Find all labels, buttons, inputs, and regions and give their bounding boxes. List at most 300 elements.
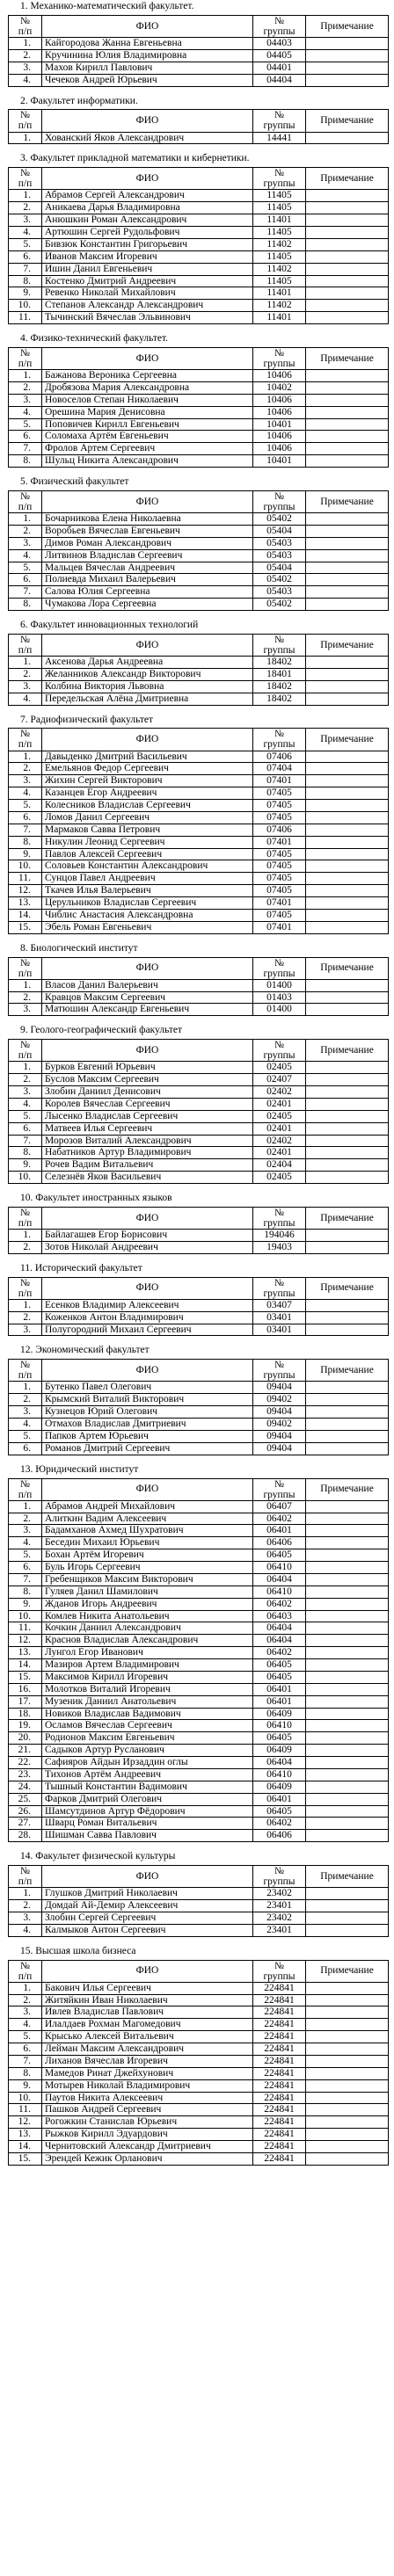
table-header-row — [9, 957, 389, 979]
row-number: 4. — [9, 2019, 42, 2031]
student-name: Родионов Максим Евгеньевич — [42, 1732, 253, 1745]
header-group-label: группы — [263, 120, 296, 132]
group-number: 02401 — [253, 1147, 306, 1159]
table-row — [9, 1982, 389, 1994]
student-name: Эбель Роман Евгеньевич — [42, 921, 253, 933]
student-name: Лиханов Вячеслав Игоревич — [42, 2055, 253, 2067]
group-number: 06405 — [253, 1732, 306, 1745]
row-number: 1. — [9, 1299, 42, 1311]
table-row — [9, 238, 389, 250]
group-number: 07404 — [253, 763, 306, 775]
student-name: Рогожкин Станислав Юрьевич — [42, 2116, 253, 2129]
group-number: 03407 — [253, 1299, 306, 1311]
table-row — [9, 921, 389, 933]
header-group-label: группы — [263, 1217, 296, 1229]
note-cell — [306, 885, 389, 897]
header-number-label: п/п — [18, 1876, 33, 1888]
row-number: 2. — [9, 991, 42, 1004]
group-number: 06410 — [253, 1720, 306, 1732]
group-number: 06405 — [253, 1659, 306, 1672]
table-row — [9, 1708, 389, 1720]
student-name: Махов Кирилл Павлович — [42, 62, 253, 74]
student-name: Максимов Кирилл Игоревич — [42, 1671, 253, 1683]
section-title: 13. Юридический институт — [20, 1463, 139, 1475]
table-row — [9, 513, 389, 526]
row-number: 5. — [9, 2031, 42, 2043]
group-number: 04403 — [253, 38, 306, 50]
note-cell — [306, 2006, 389, 2019]
header-number — [9, 1360, 42, 1382]
table-row — [9, 2019, 389, 2031]
row-number: 3. — [9, 1525, 42, 1537]
header-number-label: п/п — [18, 1370, 33, 1382]
student-name: Королев Вячеслав Сергеевич — [42, 1098, 253, 1110]
group-number: 11405 — [253, 227, 306, 239]
group-number: 06403 — [253, 1610, 306, 1622]
table-row — [9, 2141, 389, 2153]
note-cell — [306, 693, 389, 705]
header-fio: ФИО — [42, 110, 253, 132]
note-cell — [306, 1147, 389, 1159]
student-name: Кручинина Юлия Владимировна — [42, 49, 253, 62]
table-row — [9, 1683, 389, 1695]
student-name: Литвинов Владислав Сергеевич — [42, 549, 253, 562]
header-group — [253, 168, 306, 190]
student-name: Фарков Дмитрий Олегович — [42, 1793, 253, 1805]
note-cell — [306, 1230, 389, 1242]
row-number: 10. — [9, 1172, 42, 1184]
table-row — [9, 214, 389, 227]
note-cell — [306, 657, 389, 669]
group-number: 09404 — [253, 1406, 306, 1419]
note-cell — [306, 2129, 389, 2141]
group-number: 10401 — [253, 455, 306, 468]
faculty-section — [8, 153, 391, 324]
row-number: 14. — [9, 1659, 42, 1672]
note-cell — [306, 1695, 389, 1708]
table-row — [9, 909, 389, 921]
row-number: 27. — [9, 1818, 42, 1830]
student-name: Фролов Артем Сергеевич — [42, 443, 253, 455]
row-number: 2. — [9, 1513, 42, 1525]
table-row — [9, 1671, 389, 1683]
group-number: 224841 — [253, 1982, 306, 1994]
student-name: Злобин Даниил Денисович — [42, 1086, 253, 1099]
note-cell — [306, 1419, 389, 1431]
row-number: 1. — [9, 1500, 42, 1513]
note-cell — [306, 190, 389, 202]
row-number: 4. — [9, 1537, 42, 1549]
student-name: Сунцов Павел Андреевич — [42, 873, 253, 885]
header-fio: ФИО — [42, 1866, 253, 1888]
group-number: 11401 — [253, 287, 306, 300]
table-row — [9, 431, 389, 443]
student-name: Эрендей Кежик Орланович — [42, 2152, 253, 2165]
header-number-symbol: № — [20, 1960, 30, 1971]
group-number: 04401 — [253, 62, 306, 74]
row-number: 15. — [9, 2152, 42, 2165]
header-fio: ФИО — [42, 15, 253, 37]
table-row — [9, 1659, 389, 1672]
group-number: 11401 — [253, 312, 306, 324]
table-row — [9, 1635, 389, 1647]
faculty-section — [8, 620, 391, 706]
group-number: 224841 — [253, 2129, 306, 2141]
header-group-symbol: № — [274, 347, 284, 359]
header-fio: ФИО — [42, 490, 253, 512]
group-number: 224841 — [253, 2152, 306, 2165]
group-number: 14441 — [253, 132, 306, 144]
note-cell — [306, 586, 389, 599]
group-number: 11402 — [253, 300, 306, 312]
note-cell — [306, 1805, 389, 1818]
student-table — [8, 957, 389, 1017]
group-number: 02405 — [253, 1172, 306, 1184]
table-row — [9, 599, 389, 611]
table-row — [9, 227, 389, 239]
table-row — [9, 2067, 389, 2079]
header-group-symbol: № — [274, 957, 284, 969]
header-number-symbol: № — [20, 347, 30, 359]
header-group-label: группы — [263, 25, 296, 37]
row-number: 2. — [9, 381, 42, 394]
note-cell — [306, 1586, 389, 1598]
student-name: Иванов Максим Игоревич — [42, 250, 253, 263]
note-cell — [306, 1525, 389, 1537]
student-name: Мотырев Николай Владимирович — [42, 2079, 253, 2092]
table-row — [9, 1525, 389, 1537]
group-number: 07401 — [253, 836, 306, 848]
group-number: 02404 — [253, 1159, 306, 1172]
note-cell — [306, 599, 389, 611]
student-name: Новиков Владислав Вадимович — [42, 1708, 253, 1720]
group-number: 02401 — [253, 1122, 306, 1135]
note-cell — [306, 1562, 389, 1574]
student-name: Костенко Дмитрий Андреевич — [42, 275, 253, 287]
note-cell — [306, 431, 389, 443]
row-number: 2. — [9, 1994, 42, 2006]
group-number: 18402 — [253, 693, 306, 705]
group-number: 23401 — [253, 1900, 306, 1912]
student-name: Домдай Ай-Демир Алексеевич — [42, 1900, 253, 1912]
note-cell — [306, 238, 389, 250]
table-row — [9, 190, 389, 202]
student-name: Лунгол Егор Иванович — [42, 1647, 253, 1659]
note-cell — [306, 2019, 389, 2031]
group-number: 06405 — [253, 1805, 306, 1818]
group-number: 18402 — [253, 680, 306, 693]
group-number: 11405 — [253, 190, 306, 202]
table-row — [9, 406, 389, 418]
group-number: 224841 — [253, 2055, 306, 2067]
note-cell — [306, 49, 389, 62]
note-cell — [306, 1818, 389, 1830]
row-number: 11. — [9, 1622, 42, 1635]
group-number: 05402 — [253, 599, 306, 611]
header-number-symbol: № — [20, 957, 30, 969]
student-name: Комлев Никита Анатольевич — [42, 1610, 253, 1622]
table-row — [9, 787, 389, 800]
row-number: 6. — [9, 811, 42, 824]
table-header-row — [9, 347, 389, 369]
note-cell — [306, 443, 389, 455]
header-group-label: группы — [263, 1489, 296, 1500]
row-number: 7. — [9, 1573, 42, 1586]
row-number: 26. — [9, 1805, 42, 1818]
table-row — [9, 1805, 389, 1818]
note-cell — [306, 537, 389, 549]
table-row — [9, 1147, 389, 1159]
group-number: 11405 — [253, 250, 306, 263]
row-number: 6. — [9, 574, 42, 586]
student-name: Казанцев Егор Андреевич — [42, 787, 253, 800]
header-group — [253, 1960, 306, 1982]
row-number: 3. — [9, 1086, 42, 1099]
table-row — [9, 418, 389, 431]
row-number: 11. — [9, 873, 42, 885]
note-cell — [306, 263, 389, 275]
header-number — [9, 347, 42, 369]
header-number-symbol: № — [20, 490, 30, 502]
header-note: Примечание — [306, 490, 389, 512]
note-cell — [306, 38, 389, 50]
table-row — [9, 1241, 389, 1253]
header-number-label: п/п — [18, 1970, 33, 1982]
group-number: 07405 — [253, 848, 306, 860]
note-cell — [306, 1732, 389, 1745]
student-name: Бурков Евгений Юрьевич — [42, 1062, 253, 1074]
student-name: Осламов Вячеслав Сергеевич — [42, 1720, 253, 1732]
student-name: Чечеков Андрей Юрьевич — [42, 74, 253, 86]
header-group-symbol: № — [274, 490, 284, 502]
note-cell — [306, 763, 389, 775]
group-number: 224841 — [253, 2019, 306, 2031]
student-name: Жданов Игорь Андреевич — [42, 1598, 253, 1610]
faculty-section — [8, 1345, 391, 1455]
group-number: 10406 — [253, 394, 306, 406]
student-name: Шамсутдинов Артур Фёдорович — [42, 1805, 253, 1818]
header-group-symbol: № — [274, 1040, 284, 1051]
header-number-symbol: № — [20, 168, 30, 179]
table-row — [9, 1745, 389, 1757]
section-title: 4. Физико-технический факультет. — [20, 333, 169, 344]
group-number: 10401 — [253, 418, 306, 431]
group-number: 01403 — [253, 991, 306, 1004]
section-title: 14. Факультет физической культуры — [20, 1851, 176, 1862]
row-number: 3. — [9, 394, 42, 406]
group-number: 07406 — [253, 751, 306, 763]
student-table — [8, 1207, 389, 1254]
header-group — [253, 1360, 306, 1382]
note-cell — [306, 1659, 389, 1672]
note-cell — [306, 1098, 389, 1110]
table-row — [9, 525, 389, 537]
group-number: 06404 — [253, 1635, 306, 1647]
header-note: Примечание — [306, 347, 389, 369]
row-number: 1. — [9, 751, 42, 763]
table-row — [9, 1135, 389, 1147]
note-cell — [306, 562, 389, 574]
header-group-symbol: № — [274, 1277, 284, 1288]
note-cell — [306, 1074, 389, 1086]
row-number: 9. — [9, 1598, 42, 1610]
header-group — [253, 1277, 306, 1299]
student-name: Бочарникова Елена Николаевна — [42, 513, 253, 526]
faculty-section — [8, 1263, 391, 1337]
table-row — [9, 1549, 389, 1562]
row-number: 7. — [9, 2055, 42, 2067]
table-row — [9, 1513, 389, 1525]
student-table — [8, 167, 389, 324]
row-number: 5. — [9, 418, 42, 431]
note-cell — [306, 1888, 389, 1900]
header-note: Примечание — [306, 1866, 389, 1888]
header-note: Примечание — [306, 168, 389, 190]
table-row — [9, 1172, 389, 1184]
header-number — [9, 1478, 42, 1500]
header-group — [253, 1478, 306, 1500]
header-group-label: группы — [263, 1050, 296, 1062]
note-cell — [306, 312, 389, 324]
note-cell — [306, 1647, 389, 1659]
group-number: 06402 — [253, 1647, 306, 1659]
student-name: Бохан Артём Игоревич — [42, 1549, 253, 1562]
group-number: 05402 — [253, 574, 306, 586]
header-group — [253, 1040, 306, 1062]
student-name: Калмыков Антон Сергеевич — [42, 1924, 253, 1936]
row-number: 5. — [9, 562, 42, 574]
table-row — [9, 811, 389, 824]
note-cell — [306, 1382, 389, 1394]
row-number: 2. — [9, 1394, 42, 1406]
group-number: 04405 — [253, 49, 306, 62]
table-row — [9, 897, 389, 910]
note-cell — [306, 775, 389, 787]
group-number: 02405 — [253, 1062, 306, 1074]
row-number: 9. — [9, 1159, 42, 1172]
header-group-symbol: № — [274, 634, 284, 645]
table-row — [9, 1442, 389, 1455]
table-row — [9, 1598, 389, 1610]
row-number: 1. — [9, 370, 42, 382]
row-number: 1. — [9, 513, 42, 526]
row-number: 13. — [9, 1647, 42, 1659]
row-number: 11. — [9, 312, 42, 324]
header-note: Примечание — [306, 634, 389, 656]
note-cell — [306, 513, 389, 526]
note-cell — [306, 1086, 389, 1099]
student-name: Чиблис Анастасия Александровна — [42, 909, 253, 921]
group-number: 06406 — [253, 1830, 306, 1842]
row-number: 2. — [9, 525, 42, 537]
table-row — [9, 1500, 389, 1513]
group-number: 06407 — [253, 1500, 306, 1513]
group-number: 10406 — [253, 370, 306, 382]
note-cell — [306, 1122, 389, 1135]
row-number: 16. — [9, 1683, 42, 1695]
table-row — [9, 800, 389, 812]
faculty-section — [8, 1464, 391, 1843]
group-number: 06405 — [253, 1671, 306, 1683]
row-number: 3. — [9, 1406, 42, 1419]
note-cell — [306, 287, 389, 300]
row-number: 15. — [9, 1671, 42, 1683]
header-group-label: группы — [263, 644, 296, 656]
group-number: 07401 — [253, 775, 306, 787]
student-name: Мазиров Артем Владимирович — [42, 1659, 253, 1672]
note-cell — [306, 1757, 389, 1769]
table-row — [9, 1382, 389, 1394]
header-number-symbol: № — [20, 1866, 30, 1876]
section-title: 1. Механико-математический факультет. — [20, 1, 194, 11]
row-number: 3. — [9, 2006, 42, 2019]
header-group-label: группы — [263, 1970, 296, 1982]
section-title: 10. Факультет иностранных языков — [20, 1193, 172, 1203]
faculty-section — [8, 1193, 391, 1254]
note-cell — [306, 1768, 389, 1781]
note-cell — [306, 2055, 389, 2067]
student-name: Бивзюк Константин Григорьевич — [42, 238, 253, 250]
student-name: Воробьев Вячеслав Евгеньевич — [42, 525, 253, 537]
note-cell — [306, 1311, 389, 1324]
student-name: Бажанова Вероника Сергеевна — [42, 370, 253, 382]
note-cell — [306, 250, 389, 263]
table-row — [9, 370, 389, 382]
note-cell — [306, 991, 389, 1004]
group-number: 05404 — [253, 525, 306, 537]
table-header-row — [9, 1040, 389, 1062]
row-number: 14. — [9, 909, 42, 921]
note-cell — [306, 1062, 389, 1074]
row-number: 4. — [9, 787, 42, 800]
row-number: 3. — [9, 537, 42, 549]
note-cell — [306, 1671, 389, 1683]
table-row — [9, 586, 389, 599]
header-group-symbol: № — [274, 729, 284, 740]
row-number: 2. — [9, 1900, 42, 1912]
student-table — [8, 1359, 389, 1455]
student-name: Музеник Даниил Анатольевич — [42, 1695, 253, 1708]
faculty-section — [8, 943, 391, 1017]
row-number: 11. — [9, 2104, 42, 2116]
student-name: Абрамов Андрей Михайлович — [42, 1500, 253, 1513]
note-cell — [306, 1912, 389, 1924]
note-cell — [306, 2031, 389, 2043]
header-number-symbol: № — [20, 1040, 30, 1051]
student-name: Мамедов Ринат Джейхунович — [42, 2067, 253, 2079]
row-number: 4. — [9, 1419, 42, 1431]
note-cell — [306, 1004, 389, 1016]
student-name: Передельская Алёна Дмитриевна — [42, 693, 253, 705]
row-number: 7. — [9, 586, 42, 599]
header-group — [253, 634, 306, 656]
group-number: 07405 — [253, 885, 306, 897]
row-number: 8. — [9, 1586, 42, 1598]
row-number: 4. — [9, 549, 42, 562]
table-row — [9, 1586, 389, 1598]
group-number: 224841 — [253, 1994, 306, 2006]
student-name: Крысько Алексей Витальевич — [42, 2031, 253, 2043]
row-number: 20. — [9, 1732, 42, 1745]
row-number: 4. — [9, 1924, 42, 1936]
row-number: 2. — [9, 1311, 42, 1324]
table-row — [9, 1324, 389, 1336]
group-number: 23402 — [253, 1888, 306, 1900]
student-name: Буслов Максим Сергеевич — [42, 1074, 253, 1086]
student-name: Мальцев Вячеслав Андреевич — [42, 562, 253, 574]
header-fio: ФИО — [42, 1040, 253, 1062]
table-row — [9, 74, 389, 86]
